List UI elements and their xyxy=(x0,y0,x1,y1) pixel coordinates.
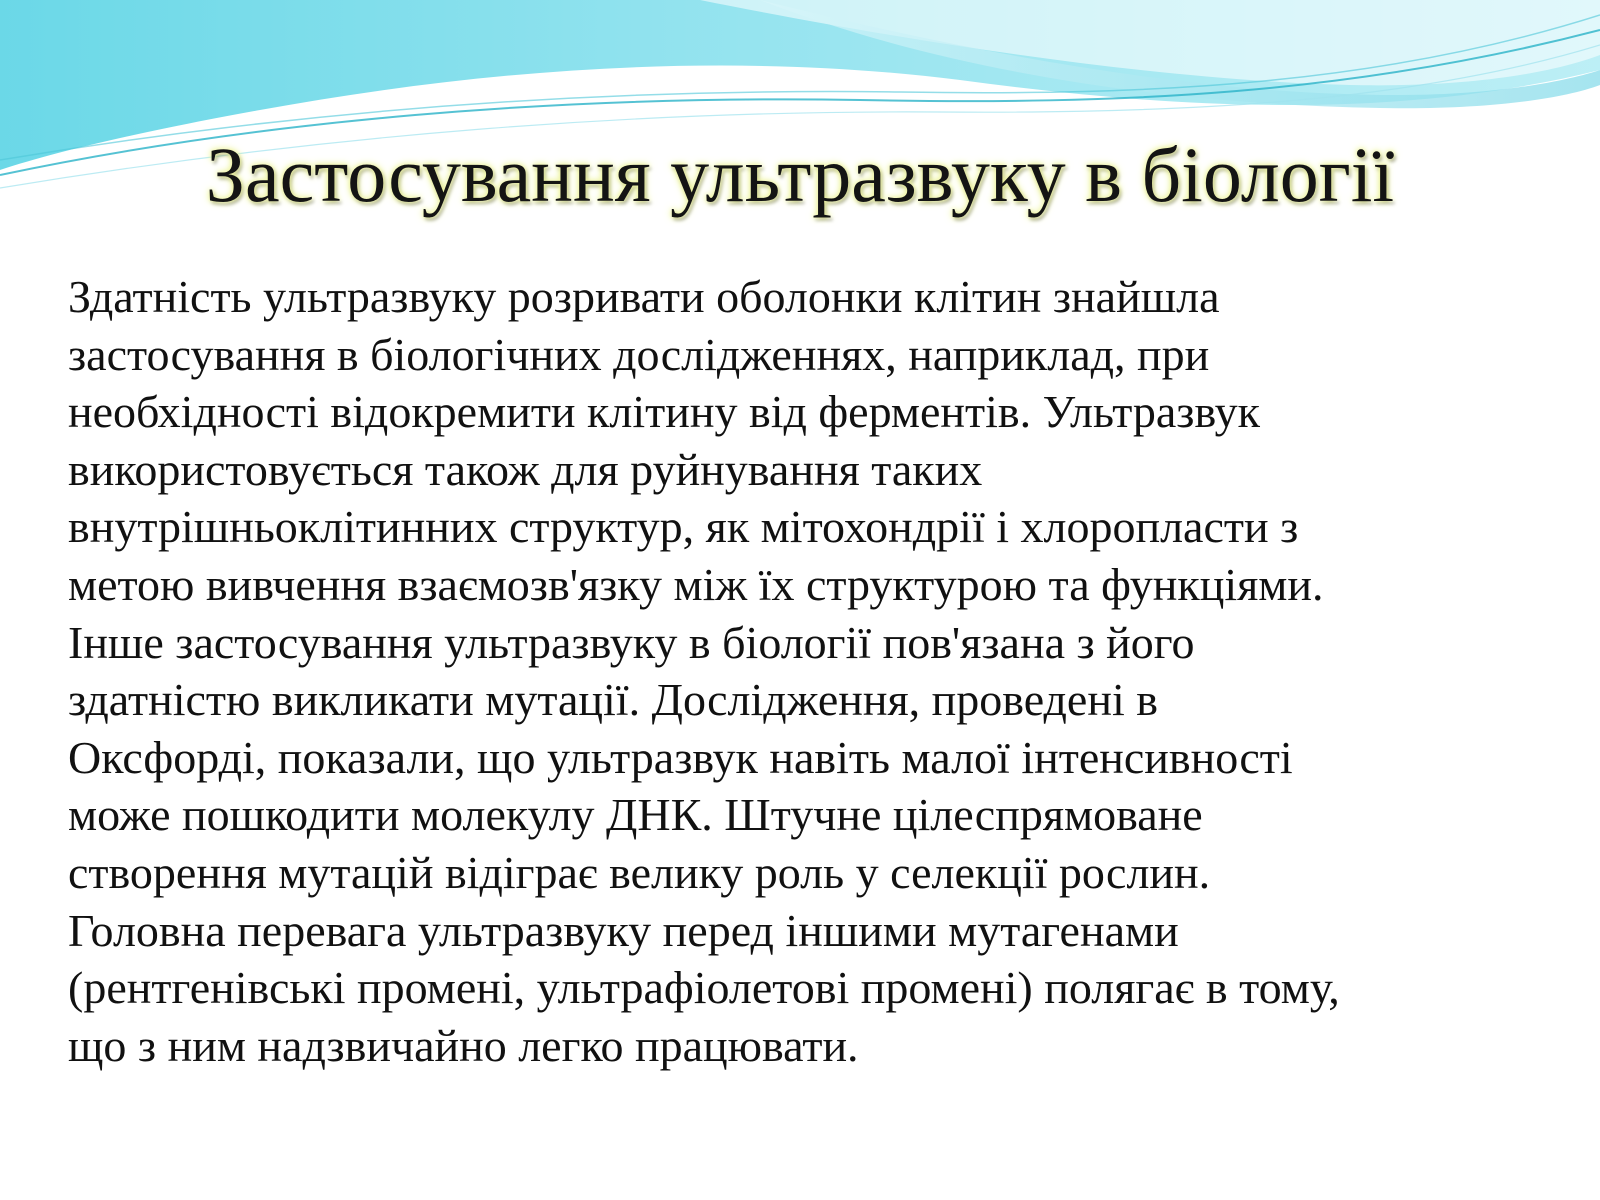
slide-title: Застосування ультразвуку в біології xyxy=(205,131,1395,218)
body-line: (рентгенівські промені, ультрафіолетові промені) полягає в тому, xyxy=(68,962,1340,1014)
body-line: Оксфорді, показали, що ультразвук навіть малої інтенсивності xyxy=(68,731,1293,783)
body-line: застосування в біологічних дослідженнях, наприклад, при xyxy=(68,328,1210,380)
slide-body-text xyxy=(68,268,1558,1074)
body-line: внутрішньоклітинних структур, як мітохондрії і хлоропласти з xyxy=(68,501,1299,553)
body-line: створення мутацій відіграє велику роль у селекції рослин. xyxy=(68,846,1211,898)
body-line: може пошкодити молекулу ДНК. Штучне цілеспрямоване xyxy=(68,789,1203,841)
body-line: метою вивчення взаємозв'язку між їх структурою та функціями. xyxy=(68,558,1324,610)
body-line: необхідності відокремити клітину від ферментів. Ультразвук xyxy=(68,386,1260,438)
body-line: Здатність ультразвуку розривати оболонки клітин знайшла xyxy=(68,271,1220,322)
body-line: Головна перевага ультразвуку перед іншими мутагенами xyxy=(68,904,1179,956)
body-line: здатністю викликати мутації. Дослідження, проведені в xyxy=(68,674,1158,726)
body-line: використовується також для руйнування таких xyxy=(68,443,983,495)
body-line: Інше застосування ультразвуку в біології пов'язана з його xyxy=(68,616,1195,668)
body-line: що з ним надзвичайно легко працювати. xyxy=(68,1019,859,1071)
